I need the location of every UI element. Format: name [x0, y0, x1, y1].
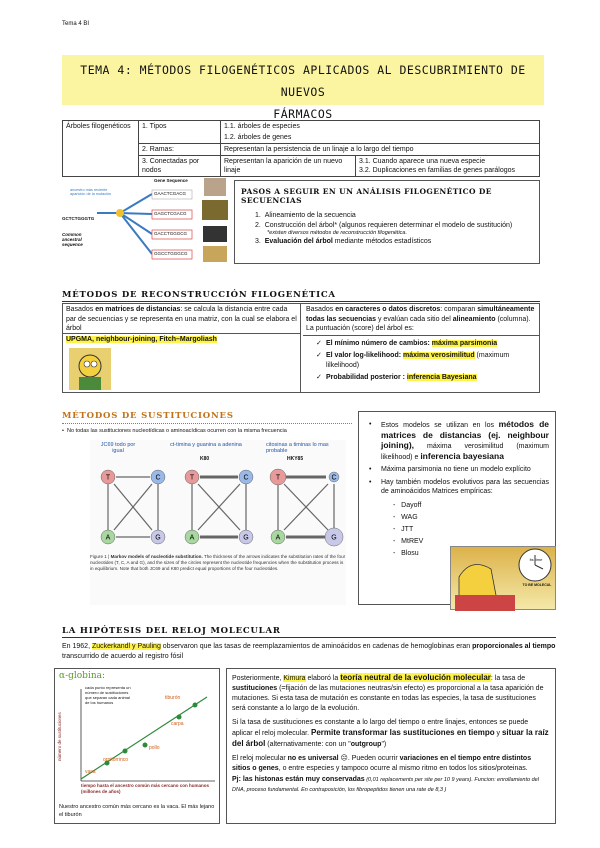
r3c: ☹. Pueden ocurrir — [338, 755, 400, 762]
nucleotide-label: A — [105, 534, 111, 542]
r1g: (=fijación de las mutaciones neutras/sin efecto) es proporcional a la tasa aparición de mutaciones. Si esta tasa de mutación es constante en todas las especies, la tasa de sustituciones será constante a lo largo de la evolución. — [232, 685, 544, 712]
step-2-bold: Construcción del árbol* — [264, 221, 338, 229]
tree-table-label: Árboles filogenéticos — [63, 121, 139, 177]
score-2-method: máxima verosimilitud — [403, 352, 475, 359]
r2c: y — [494, 730, 502, 737]
p1b: Zuckerkandl y Pauling — [91, 643, 161, 650]
p1d: proporcionales al tiempo — [472, 643, 556, 650]
r2g: ") — [381, 741, 387, 748]
nodo-sub-2: 3.2. Duplicaciones en familias de genes parálogos — [359, 167, 516, 174]
models-bullet-2: • Máxima parsimonia no tiene un modelo explícito — [369, 466, 531, 473]
r2d: situar la raíz del árbol — [232, 728, 549, 748]
nucleotide-label: A — [189, 534, 195, 542]
globin-graph-box — [54, 668, 220, 824]
label-tiburon: tiburón — [165, 695, 181, 701]
clock-intro — [62, 642, 556, 661]
recon-table — [62, 303, 540, 393]
jc69-label: JC69 todo por igual — [100, 442, 136, 454]
recon-right-f: alineamiento — [452, 315, 496, 323]
p1c: observaron que las tasas de reemplazamientos de aminoácidos en cadenas de hemoglobinas eran — [160, 643, 473, 650]
tipo-1: 1.1. árboles de especies — [221, 121, 540, 133]
r2e: (alternativamente: con un " — [265, 741, 351, 748]
nucleotide-label: C — [243, 474, 249, 482]
seq-2: GAGCTCGACG — [154, 211, 187, 216]
graph-ylabel: número de sustituciones — [57, 712, 62, 761]
graph-xlabel: tiempo hasta el ancestro común más cercano con humanos (millones de años) — [81, 783, 210, 794]
recon-left-col — [63, 304, 301, 392]
r2f: outgroup — [350, 741, 382, 748]
distance-methods-desc — [63, 304, 300, 334]
r4a: Pj: — [232, 776, 243, 783]
step-2-note: *existen diversos métodos de reconstrucción filogenética. — [267, 230, 408, 236]
nucleotide-label: C — [331, 474, 337, 482]
score-parsimony — [316, 339, 536, 349]
title-line-2: FÁRMACOS — [273, 107, 333, 121]
r2b: Permite transformar las sustituciones en tiempo — [310, 728, 495, 737]
subst-title: MÉTODOS DE SUSTITUCIONES — [62, 411, 234, 421]
tree-table — [62, 120, 540, 177]
nucleotide-label: T — [189, 474, 195, 482]
seq-1: GAACTCGACG — [154, 191, 187, 196]
steps-box — [234, 180, 540, 264]
r1c: elaboró la — [305, 675, 341, 682]
label-pollo: pollo — [149, 745, 160, 751]
nucleotide-label: A — [275, 534, 281, 542]
homer-clock-illustration — [450, 546, 556, 610]
recon-right-g: (columna). La puntuación (score) del árbol es: — [306, 315, 531, 332]
hky-note: citosinas a timinas lo mas probable — [266, 442, 329, 454]
nucleotide-label: C — [155, 474, 161, 482]
recon-right-a: Basados — [306, 306, 336, 313]
model-item: - JTT — [393, 525, 414, 533]
b2: Máxima parsimonia no tiene un modelo explícito — [381, 466, 531, 473]
nodos-cell: 3. Conectadas por nodos — [139, 156, 221, 177]
k80-note: ct-timina y guanina a adenina — [170, 442, 242, 448]
discrete-methods-desc — [303, 304, 539, 336]
r4c: (0,01 replacements per site per 10 9 years). Funcion: enrollamiento del DNA, proceso fundamental. En contraposición, los fibropeptidos tienen una rate de 8,3 ) — [232, 777, 539, 793]
model-name: MtREV — [401, 537, 424, 545]
ramas-desc: Representan la persistencia de un linaje a lo largo del tiempo — [221, 144, 540, 156]
point-carpa — [177, 715, 182, 720]
globin-chart — [55, 669, 221, 825]
step-2: 2. Construcción del árbol* (algunos requieren determinar el modelo de sustitución) — [255, 221, 513, 229]
tree-figure — [62, 178, 232, 266]
distance-methods-list: UPGMA, neighbour-joining, Fitch–Margoliash — [66, 336, 217, 343]
score-3-label: Probabilidad posterior : — [326, 374, 407, 381]
model-item: - Dayoff — [393, 501, 422, 509]
root-sequence: GCTCTGGGTG — [62, 216, 95, 221]
clock-sign: TO BE MOLECUL — [522, 583, 552, 587]
score-3-method: inferencia Bayesiana — [406, 374, 477, 381]
kimura-para-1 — [232, 673, 550, 714]
step-3-bold: Evaluación del árbol — [264, 238, 333, 245]
r1a: Posteriormente, — [232, 675, 284, 682]
score-2-extra: (maximum lilkelihood) — [326, 352, 510, 369]
b3: Hay también modelos evolutivos para las secuencias de aminoácidos Matrices empíricas: — [381, 478, 549, 495]
nucleotide-label: T — [105, 474, 111, 482]
step-3: 3. Evaluación del árbol mediante métodos estadísticos — [255, 238, 432, 245]
b1d: inferencia bayesiana — [420, 450, 504, 461]
p1e: transcurrido de acuerdo al registro fósil — [62, 652, 184, 660]
kimura-para-4 — [232, 775, 550, 795]
model-item: - WAG — [393, 513, 418, 521]
r1d: teoría neutral de la evolución molecular — [340, 673, 491, 682]
kimura-para-2 — [232, 718, 550, 750]
b1b: métodos de matrices de distancias (ej. neighbour joining), — [381, 419, 549, 450]
step-1: 1. Alineamiento de la secuencia — [255, 212, 356, 219]
point-pollo — [143, 743, 148, 748]
recon-right-d: simultáneamente todas las secuencias — [306, 306, 535, 323]
score-1-label: El mínimo número de cambios: — [326, 339, 432, 347]
kimura-box — [226, 668, 556, 824]
model-item: - MtREV — [393, 537, 424, 545]
nucleotide-label: T — [275, 474, 281, 482]
caption-a: Figure 1 | — [90, 554, 111, 559]
score-bayesian — [316, 373, 536, 383]
gene-sequence-label: Gene Sequence — [154, 178, 188, 183]
recon-left-b: en matrices de distancias — [95, 306, 181, 313]
caption-c: The thickness of the arrows indicates the substitution rates of the four nucleotides (T, C, A and G), and the sizes of the circles represent the nucleotide frequencies when the substitution process is in equilibrium. Note that both JC69 and K80 predict equal proportions of the four nucleotides. — [90, 554, 346, 571]
clock-title: LA HIPÓTESIS DEL RELOJ MOLECULAR — [62, 626, 556, 638]
clock-sign-top: its time — [529, 557, 543, 562]
recon-title: MÉTODOS DE RECONSTRUCCIÓN FILOGENÉTICA — [62, 290, 540, 302]
nodos-desc: Representan la aparición de un nuevo linaje — [221, 156, 356, 177]
nucleotide-label: G — [331, 534, 337, 542]
markov-caption — [90, 554, 346, 572]
recon-right-c: : comparan — [440, 306, 478, 313]
markov-diagram — [90, 462, 346, 552]
seq-4: GGCCTGGGCG — [154, 251, 188, 256]
r3e: , o entre especies y tampoco ocurre al mismo ritmo en todos los sitios/proteinas. — [278, 765, 528, 772]
markov-figure — [90, 440, 346, 605]
seq-3: GACCTGGGCG — [154, 231, 188, 236]
nodo-sub-1: 3.1. Cuando aparece una nueva especie — [359, 158, 486, 165]
r4b: las histonas están muy conservadas — [242, 776, 365, 783]
r3a: El reloj molecular — [232, 755, 288, 762]
graph-caption: Nuestro ancestro común más cercano es la vaca. El más lejano el tiburón — [59, 804, 215, 818]
recon-right-b: en caracteres o datos discretos — [335, 306, 441, 313]
subst-bullet: • No todas las sustituciones nucleotídicas o aminoacídicas ocurren con la misma frecuencia — [62, 428, 287, 434]
model-name: Blosu — [401, 549, 419, 557]
graph-title: α-globina: — [59, 671, 106, 681]
recon-right-col — [303, 304, 539, 387]
r3d: variaciones en el tiempo entre distintos sitios o genes — [232, 755, 532, 772]
subst-title-underline — [62, 423, 352, 424]
tipo-2: 1.2. árboles de genes — [221, 132, 540, 144]
score-likelihood — [316, 351, 536, 370]
subst-bullet-text: No todas las sustituciones nucleotídicas o aminoacídicas ocurren con la misma frecuencia — [66, 428, 287, 434]
k80-label: K80 — [200, 456, 210, 462]
step-2-text: (algunos requieren determinar el modelo de sustitución) — [337, 221, 513, 229]
models-bullet-3: • Hay también modelos evolutivos para las secuencias de aminoácidos Matrices empíricas: — [369, 478, 549, 495]
models-bullet-1: • Estos modelos se utilizan en los métodos de matrices de distancias (ej. neighbour joining), máxima verosimilitud (maximum likelihood) e inferencia bayesiana — [369, 419, 549, 461]
score-1-method: máxima parsimonia — [431, 339, 498, 347]
point-ornitorrinco — [123, 749, 128, 754]
steps-title: PASOS A SEGUIR EN UN ANÁLISIS FILOGENÉTICO DE SECUENCIAS — [241, 187, 492, 205]
score-2-label: El valor log-likelihood: — [326, 352, 404, 359]
model-name: Dayoff — [401, 501, 422, 509]
p1a: En 1962, — [62, 643, 92, 650]
step-1-text: Alineamiento de la secuencia — [264, 212, 356, 219]
caption-b: Markov models of nucleotide substitution. — [110, 554, 203, 559]
model-name: JTT — [401, 525, 414, 533]
recon-left-c: : se calcula la distancia entre cada par de secuencias y se representa en una matriz, con la cual se elabora el árbol — [66, 306, 297, 332]
common-ancestral-label: Common ancestral sequence — [62, 232, 83, 247]
recon-left-a: Basados — [66, 306, 96, 313]
nucleotide-label: G — [243, 534, 249, 542]
title-line-1: TEMA 4: MÉTODOS FILOGENÉTICOS APLICADOS AL DESCUBRIMIENTO DE NUEVOS — [80, 63, 526, 99]
page-title — [62, 55, 544, 121]
b1a: Estos modelos se utilizan en los — [381, 422, 499, 429]
model-name: WAG — [401, 513, 418, 521]
score-list — [306, 339, 536, 383]
nodos-subtypes — [356, 156, 540, 177]
graph-note: cada punto representa un número de sustituciones que separan cada animal de los humanos — [85, 685, 131, 705]
ramas-cell: 2. Ramas: — [139, 144, 221, 156]
label-ornitorrinco: ornitorrinco — [103, 757, 129, 763]
label-vaca: vaca — [85, 769, 96, 775]
recon-right-e: y evalúan cada sitio del — [376, 315, 453, 323]
point-tiburon — [193, 703, 198, 708]
r1e: : la tasa de — [490, 675, 526, 682]
page-header: Tema 4 BI — [62, 21, 90, 27]
r3b: no es universal — [287, 755, 339, 762]
model-item: - Blosu — [393, 549, 419, 557]
homer-illustration — [69, 348, 111, 390]
r1b: Kimura — [283, 675, 306, 682]
r2a: Si la tasa de sustituciones es constante a lo largo del tiempo o entre linajes, entonces se puede aplicar el reloj molecular. — [232, 719, 529, 737]
b1c: máxima verosimilitud (maximum likelihood) e — [381, 443, 549, 461]
hky-label: HKY85 — [287, 456, 304, 462]
kimura-para-3 — [232, 754, 550, 774]
ancestor-note: ancestro más reciente aparición de la mutación — [70, 188, 112, 196]
nucleotide-label: G — [155, 534, 161, 542]
step-3-text: mediante métodos estadísticos — [332, 238, 432, 245]
distance-methods-list-wrap — [63, 334, 300, 346]
tipos-cell: 1. Tipos — [139, 121, 221, 144]
label-carpa: carpa — [171, 721, 184, 727]
r1f: sustituciones — [232, 685, 278, 692]
